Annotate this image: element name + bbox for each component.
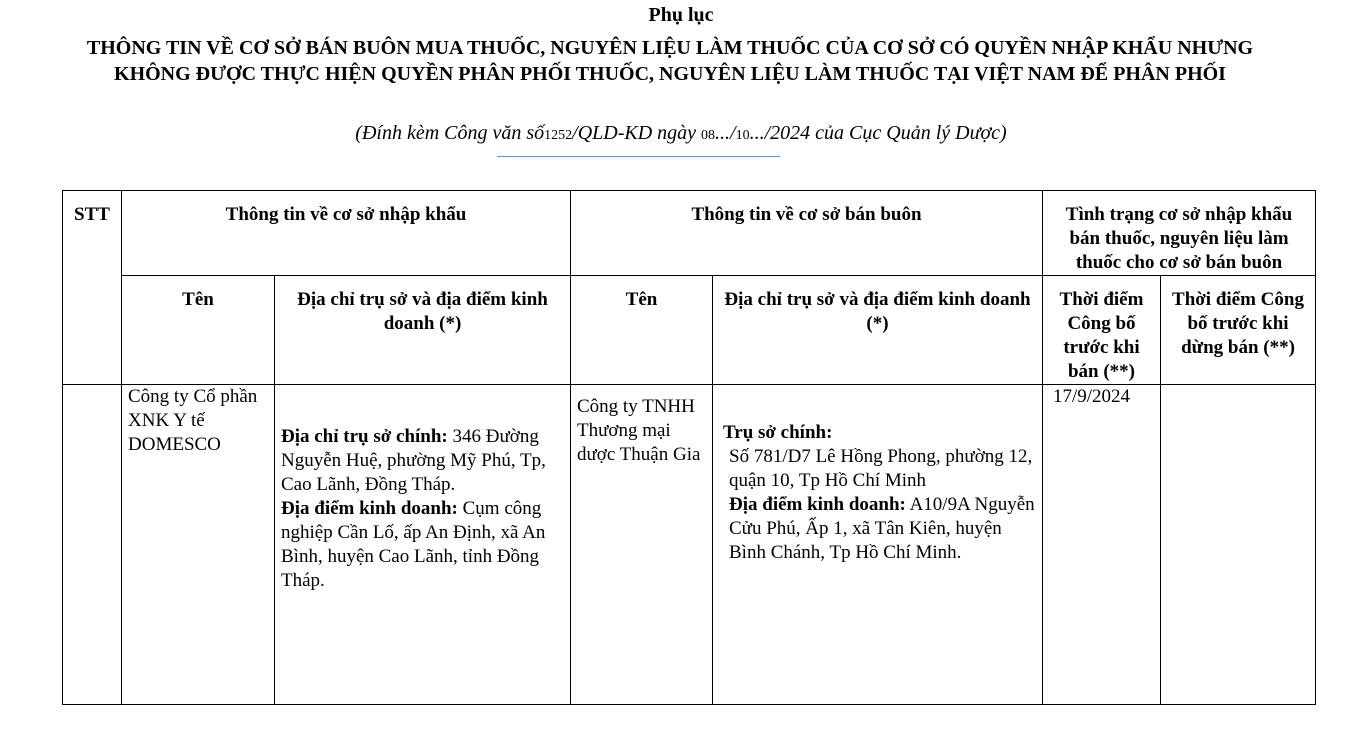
import-hq-address: 346 Đường Nguyễn Huệ, phường Mỹ Phú, Tp, Cao Lãnh, Đồng Tháp. [281, 426, 546, 495]
header-wholesale-name: Tên [571, 276, 713, 385]
header-stt: STT [63, 191, 122, 385]
appendix-heading: Phụ lục [648, 4, 714, 26]
cell-import-name: Công ty Cổ phần XNK Y tế DOMESCO [122, 385, 275, 705]
cell-wholesale-name [571, 385, 713, 705]
wholesale-hq-label: Trụ sở chính: [723, 422, 833, 443]
dispatch-number: 1252 [544, 128, 573, 143]
cell-time-before-sell [1043, 385, 1161, 705]
header-import-address: Địa chỉ trụ sở và địa điểm kinh doanh (*) [275, 276, 571, 385]
time-before-sell: 17/9/2024 [1053, 386, 1131, 407]
header-row-2 [63, 276, 1316, 385]
header-row-1 [63, 191, 1316, 276]
cell-time-before-stop [1161, 385, 1316, 705]
header-status: Tình trạng cơ sở nhập khẩu bán thuốc, nguyên liệu làm thuốc cho cơ sở bán buôn [1043, 191, 1316, 276]
header-import-name: Tên [122, 276, 275, 385]
document-title: THÔNG TIN VỀ CƠ SỞ BÁN BUÔN MUA THUỐC, NGUYÊN LIỆU LÀM THUỐC CỦA CƠ SỞ CÓ QUYỀN NHẬP KHẨU NHƯNG KHÔNG ĐƯỢC THỰC HIỆN QUYỀN PHÂN PHỐI THUỐC, NGUYÊN LIỆU LÀM THUỐC TẠI VIỆT NAM ĐỂ PHÂN PHỐI [86, 37, 1254, 85]
dispatch-month: 10 [735, 128, 750, 143]
subtitle-suffix: .../2024 của Cục Quản lý Dược) [749, 122, 1007, 144]
subtitle-underline [497, 156, 780, 157]
dispatch-day: 08 [701, 128, 716, 143]
wholesale-name: Công ty TNHH Thương mại dược Thuận Gia [577, 396, 701, 465]
import-hq-label: Địa chỉ trụ sở chính: [281, 426, 448, 447]
wholesale-hq-address: Số 781/D7 Lê Hồng Phong, phường 12, quận 10, Tp Hồ Chí Minh [729, 446, 1033, 491]
header-wholesale-address: Địa chỉ trụ sở và địa điểm kinh doanh (*) [713, 276, 1043, 385]
subtitle-mid2: .../ [715, 122, 736, 144]
wholesale-biz-label: Địa điểm kinh doanh: [729, 494, 906, 515]
cell-import-address [275, 385, 571, 705]
table-row [63, 385, 1316, 705]
subtitle-mid1: /QLD-KD ngày [572, 122, 702, 144]
cell-wholesale-address [713, 385, 1043, 705]
import-biz-address: Cụm công nghiệp Cần Lố, ấp An Định, xã An Bình, huyện Cao Lãnh, tỉnh Đồng Tháp. [281, 498, 546, 591]
info-table [62, 190, 1316, 705]
document-subtitle [0, 120, 1362, 149]
header-import-info: Thông tin về cơ sở nhập khẩu [122, 191, 571, 276]
header-time-before-sell: Thời điểm Công bố trước khi bán (**) [1043, 276, 1161, 385]
import-biz-label: Địa điểm kinh doanh: [281, 498, 458, 519]
header-time-before-stop: Thời điểm Công bố trước khi dừng bán (**) [1161, 276, 1316, 385]
subtitle-prefix: (Đính kèm Công văn số [355, 122, 545, 144]
wholesale-biz-address: A10/9A Nguyễn Cửu Phú, Ấp 1, xã Tân Kiên, huyện Bình Chánh, Tp Hồ Chí Minh. [729, 494, 1035, 563]
cell-stt [63, 385, 122, 705]
header-wholesale-info: Thông tin về cơ sở bán buôn [571, 191, 1043, 276]
